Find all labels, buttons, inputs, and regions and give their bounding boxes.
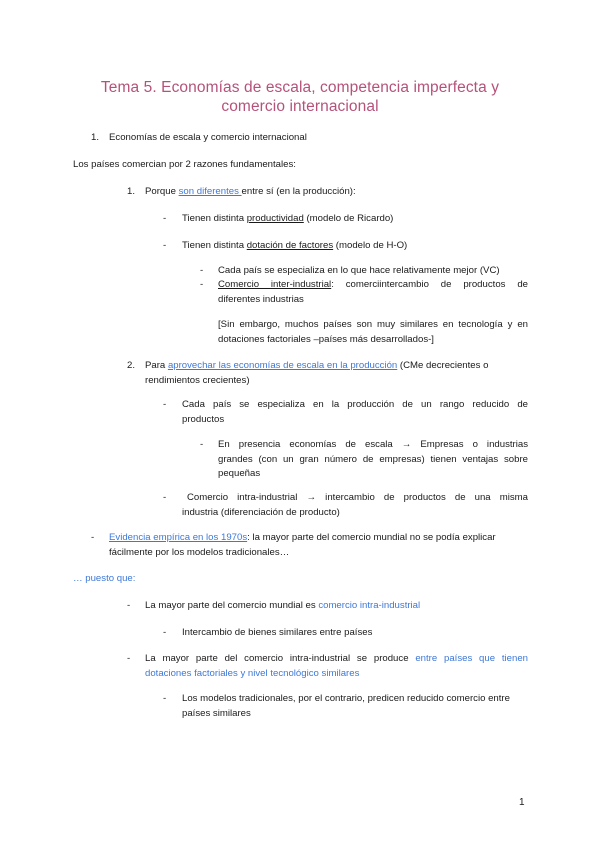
- evidencia-empirica-link[interactable]: Evidencia empírica en los 1970s: [109, 532, 248, 543]
- bullet-dash: -: [127, 653, 131, 664]
- reason2-number: 2.: [127, 360, 136, 371]
- reason2-prefix: Para: [145, 360, 168, 371]
- bullet-text: En presencia economías de escala → Empresas o industrias: [218, 439, 528, 450]
- point1-text: [145, 599, 420, 614]
- bullet-dash: -: [127, 600, 131, 611]
- reason2-bullet-especializa: [182, 398, 528, 427]
- reason1-text: [145, 185, 356, 200]
- point1-pre: La mayor parte del comercio mundial es: [145, 600, 319, 611]
- point2-highlight: entre países que tienen: [415, 653, 528, 664]
- bullet-dash: -: [200, 279, 204, 290]
- title-line-2: comercio internacional: [221, 98, 379, 115]
- reason1-bullet-productividad: [182, 212, 393, 227]
- note-line: dotaciones factoriales –países más desarrollados-]: [218, 333, 434, 345]
- evidence-text: [109, 531, 528, 560]
- bullet-text: (modelo de H-O): [333, 240, 408, 251]
- bullet-text: Comercio intra-industrial → intercambio de productos de una misma: [187, 492, 528, 503]
- productividad-term: productividad: [246, 213, 304, 224]
- bullet-dash: -: [163, 399, 167, 410]
- bullet-dash: -: [163, 240, 167, 251]
- evidence-line2: fácilmente por los modelos tradicionales…: [109, 546, 290, 558]
- economias-escala-link[interactable]: aprovechar las economías de escala en la producción: [167, 360, 398, 371]
- reason1-number: 1.: [127, 186, 136, 197]
- bullet-text: Tienen distinta: [182, 213, 247, 224]
- dotacion-term: dotación de factores: [246, 240, 334, 251]
- bullet-text: Tienen distinta: [182, 240, 247, 251]
- puesto-que-text: … puesto que:: [73, 573, 136, 584]
- reason2-text: [145, 359, 528, 388]
- title-line-1: Tema 5. Economías de escala, competencia imperfecta y: [100, 79, 500, 96]
- bullet-text: grandes (con un gran número de empresas) tienen ventajas sobre: [218, 453, 528, 465]
- page-title: [60, 78, 540, 116]
- note-line: [Sin embargo, muchos países son muy similares en tecnología y en: [218, 319, 528, 330]
- point2-sub-line1: Los modelos tradicionales, por el contrario, predicen reducido comercio entre: [182, 693, 510, 704]
- point1-sub: Intercambio de bienes similares entre países: [182, 627, 373, 638]
- bullet-text: Cada país se especializa en la producción de un rango reducido de: [182, 399, 528, 410]
- bullet-text: : comerciintercambio de productos de: [331, 279, 528, 290]
- point2-pre: La mayor parte del comercio intra-industrial se produce: [145, 653, 416, 664]
- section-number: 1.: [91, 132, 100, 143]
- reason1-sub-especializa: Cada país se especializa en lo que hace relativamente mejor (VC): [218, 265, 500, 276]
- section-heading: Economías de escala y comercio internacional: [109, 132, 307, 143]
- point1-highlight: comercio intra-industrial: [318, 600, 421, 611]
- bullet-text: pequeñas: [218, 468, 261, 479]
- inter-industrial-term: Comercio inter-industrial: [218, 279, 332, 290]
- reason1-note: [218, 318, 528, 347]
- bullet-dash: -: [163, 492, 167, 503]
- reason2-sub-economias: [218, 438, 528, 482]
- bullet-dash: -: [163, 213, 167, 224]
- bullet-dash: -: [200, 265, 204, 276]
- intro-text: Los países comercian por 2 razones fundamentales:: [73, 159, 296, 170]
- reason2-suffix: (CMe decrecientes o: [397, 360, 489, 371]
- bullet-dash: -: [163, 693, 167, 704]
- reason1-prefix: Porque: [145, 186, 179, 197]
- reason1-bullet-dotacion: [182, 239, 407, 254]
- bullet-dash: -: [163, 627, 167, 638]
- point2-sub: [182, 692, 528, 721]
- reason2-bullet-intra-industrial: [182, 491, 528, 520]
- point2-sub-line2: países similares: [182, 707, 251, 719]
- son-diferentes-link[interactable]: son diferentes: [178, 186, 242, 197]
- page-number: 1: [519, 797, 525, 808]
- bullet-text: industria (diferenciación de producto): [182, 506, 340, 518]
- point2-highlight-line2: dotaciones factoriales y nivel tecnológico similares: [145, 667, 360, 679]
- reason1-suffix: entre sí (en la producción):: [241, 186, 356, 197]
- reason1-sub-inter-industrial: [218, 278, 528, 307]
- reason2-line2: rendimientos crecientes): [145, 374, 250, 386]
- evidence-line1: : la mayor parte del comercio mundial no se podía explicar: [247, 532, 496, 543]
- bullet-dash: -: [200, 439, 204, 450]
- bullet-dash: -: [91, 532, 95, 543]
- bullet-text: productos: [182, 413, 225, 425]
- bullet-text: diferentes industrias: [218, 293, 304, 305]
- point2-text: [145, 652, 528, 681]
- bullet-text: (modelo de Ricardo): [303, 213, 394, 224]
